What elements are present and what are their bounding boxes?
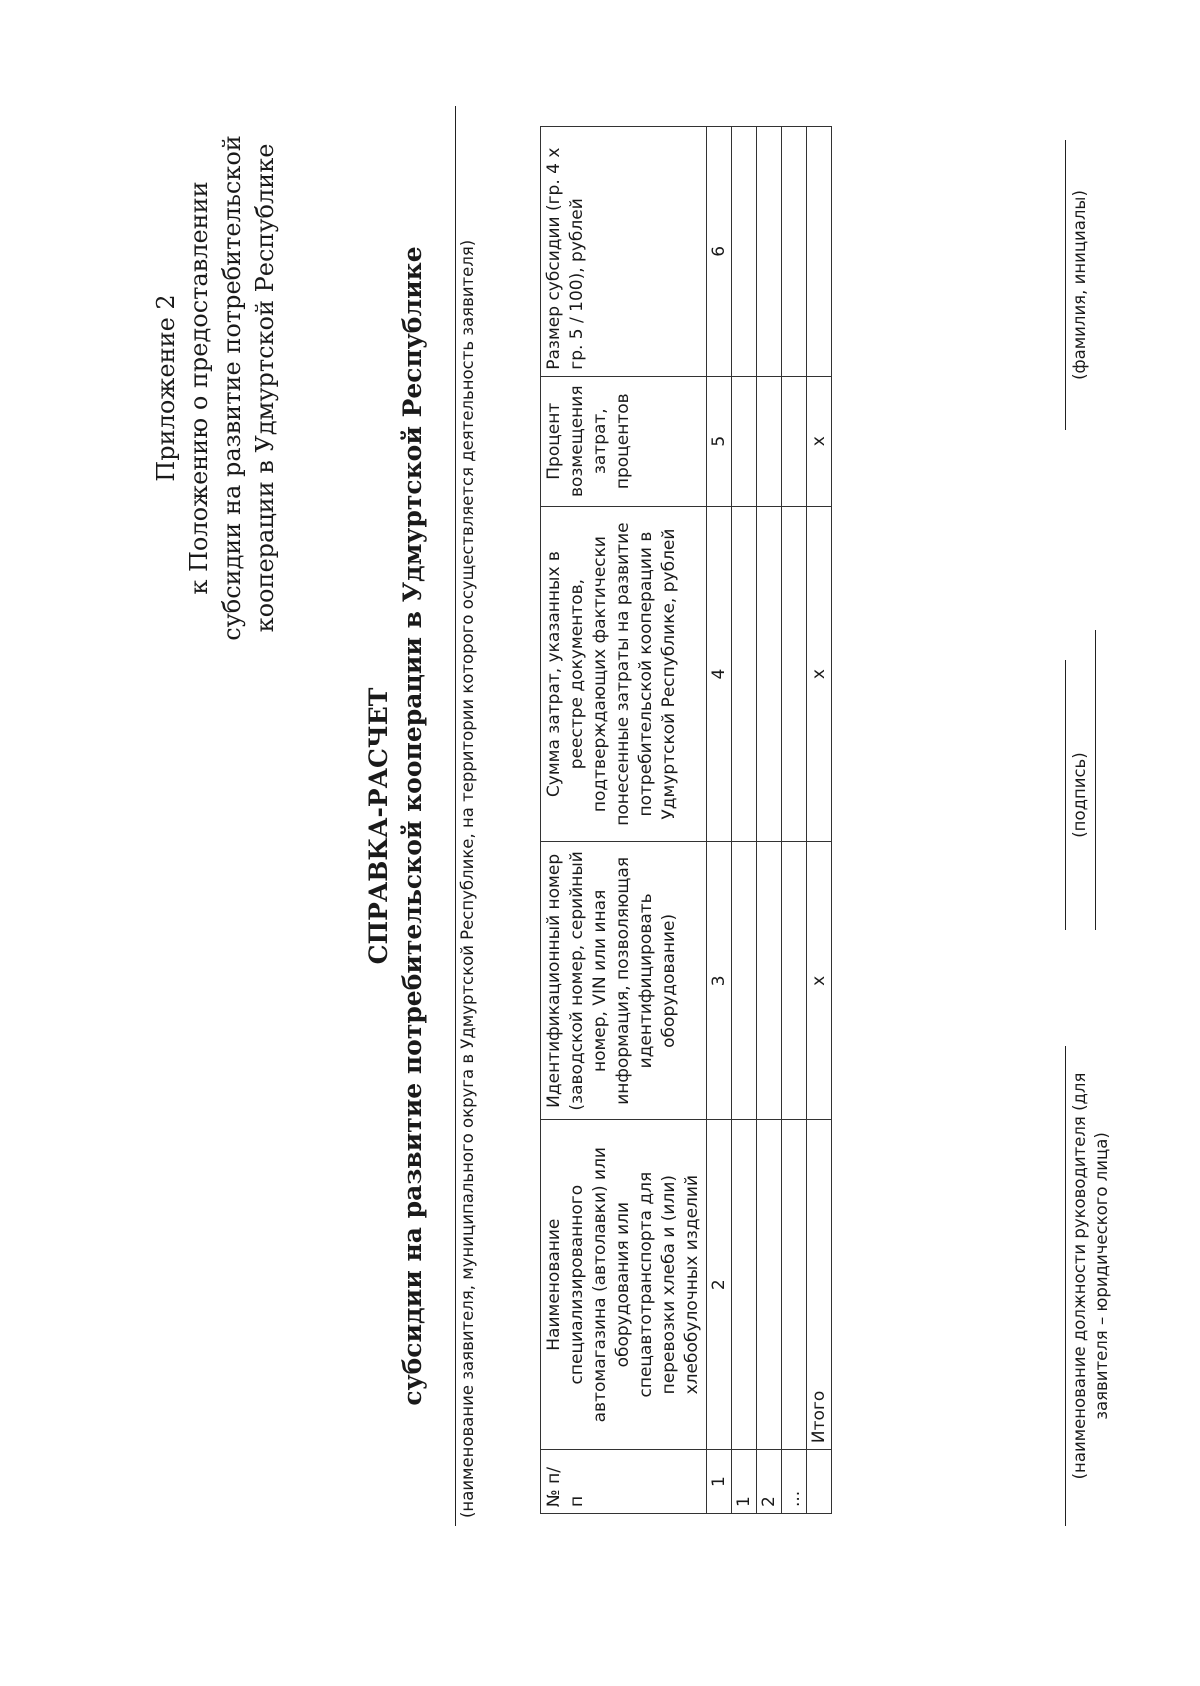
total-label: Итого: [807, 1120, 832, 1450]
header-number: № п/п: [541, 1450, 707, 1514]
signature-line: [1065, 660, 1066, 930]
table-row: [782, 127, 807, 1514]
title-line-1: СПРАВКА-РАСЧЕТ: [364, 687, 393, 965]
position-caption: (наименование должности руководителя (для заявителя – юридического лица): [1070, 1072, 1111, 1480]
document-title: [362, 116, 430, 1536]
calculation-table: [540, 126, 832, 1514]
column-number: 6: [707, 127, 732, 377]
row-number: 1: [732, 1450, 757, 1514]
row-number: ...: [782, 1450, 807, 1514]
total-percent-cell: х: [807, 376, 832, 506]
appendix-line-3: субсидии на развитие потребительской: [218, 135, 246, 641]
position-line: [1065, 1046, 1066, 1526]
appendix-header: [150, 128, 282, 648]
applicant-caption: (наименование заявителя, муниципального округа в Удмуртской Республике, на территории которого осуществляется деятельность заявителя): [458, 239, 477, 1518]
column-number: 4: [707, 506, 732, 842]
signature-caption: (подпись): [1070, 752, 1089, 838]
column-number: 2: [707, 1120, 732, 1450]
total-row: [807, 127, 832, 1514]
appendix-line-2: к Положению о предоставлении: [185, 181, 213, 595]
total-subsidy-cell: [807, 127, 832, 377]
column-number: 3: [707, 842, 732, 1120]
table-row: [757, 127, 782, 1514]
applicant-field-line: [455, 106, 456, 1526]
column-number: 1: [707, 1450, 732, 1514]
header-subsidy-amount: Размер субсидии (гр. 4 х гр. 5 / 100), рублей: [541, 127, 707, 377]
stamp-line: [1095, 630, 1096, 930]
appendix-line-4: кооперации в Удмуртской Республике: [251, 143, 279, 633]
column-number-row: [707, 127, 732, 1514]
header-identifier: Идентификационный номер (заводской номер, серийный номер, VIN или иная информация, позволяющая идентифицировать оборудование): [541, 842, 707, 1120]
header-item-name: Наименование специализированного автомагазина (автолавки) или оборудования или спецавтотранспорта для перевозки хлеба и (или) хлебобулочных изделий: [541, 1120, 707, 1450]
row-number: 2: [757, 1450, 782, 1514]
header-costs-sum: Сумма затрат, указанных в реестре документов, подтверждающих фактически понесенные затраты на развитие потребительской кооперации в Удмуртской Республике, рублей: [541, 506, 707, 842]
total-costs-cell: х: [807, 506, 832, 842]
total-identifier-cell: х: [807, 842, 832, 1120]
header-reimbursement-percent: Процент возмещения затрат, процентов: [541, 376, 707, 506]
table-header-row: [541, 127, 707, 1514]
name-caption: (фамилия, инициалы): [1070, 190, 1089, 380]
column-number: 5: [707, 376, 732, 506]
title-line-2: субсидии на развитие потребительской кооперации в Удмуртской Республике: [398, 246, 427, 1406]
table-row: [732, 127, 757, 1514]
appendix-line-1: Приложение 2: [152, 294, 180, 482]
name-line: [1065, 140, 1066, 430]
